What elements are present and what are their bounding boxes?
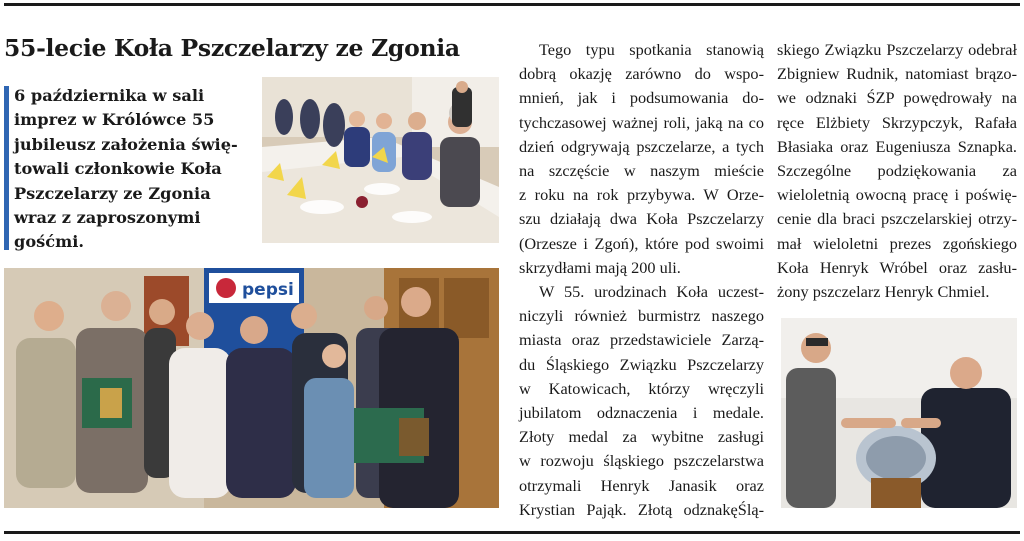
- text-line: W 55. urodzinach Koła uczest-: [539, 282, 764, 302]
- text-line: w rozwoju śląskiego pszczelarstwa: [519, 451, 764, 471]
- lead-line: 6 października w sali: [14, 86, 205, 105]
- lead-line: imprez w Królówce 55: [14, 110, 215, 130]
- text-line: we odznaki ŚZP powędrowały na: [777, 88, 1017, 108]
- text-line: Złoty medal za wybitne zasługi: [519, 427, 764, 447]
- text-line: miasta oraz przedstawiciele Zarzą-: [519, 330, 764, 350]
- lead-line: gośćmi.: [14, 232, 84, 252]
- text-line: mał wieloletni prezes zgońskiego: [777, 233, 1017, 253]
- text-line: na szczęście w naszym mieście: [519, 161, 764, 181]
- text-line: Błasiaka oraz Eugeniusza Sznapka.: [777, 136, 1017, 156]
- text-line: du Śląskiego Związku Pszczelarzy: [519, 354, 764, 374]
- lead-accent-bar: [4, 86, 9, 250]
- bottom-rule: [4, 531, 1020, 534]
- photo-award-presentation: [781, 318, 1017, 508]
- lead-line: wraz z zaproszonymi: [14, 208, 201, 228]
- article-title: 55-lecie Koła Pszczelarzy ze Zgonia: [4, 34, 460, 62]
- text-line: Koła Henryk Wróbel oraz zasłu-: [777, 257, 1017, 277]
- photo-group-awards: [4, 268, 499, 508]
- text-line: otrzymali Henryk Janasik oraz: [519, 475, 764, 495]
- lead-line: jubileusz założenia świę-: [14, 134, 238, 154]
- text-line: z roku na rok przybywa. W Orze-: [519, 185, 764, 205]
- text-line: szu działają dwa Koła Pszczelarzy: [519, 209, 764, 229]
- text-line: Zbigniew Rudnik, natomiast brązo-: [777, 64, 1017, 84]
- text-line: Szczególne podziękowania za: [777, 161, 1017, 181]
- article-column-1: [519, 38, 764, 522]
- text-line: (Orzesze i Zgoń), które pod swoimi: [519, 233, 764, 253]
- text-line: ręce Elżbiety Skrzypczyk, Rafała: [777, 112, 1017, 132]
- text-line: cenie dla braci pszczelarskiej otrzy-: [777, 209, 1017, 229]
- photo-banquet-table: [262, 77, 499, 243]
- article-column-2: [777, 38, 1017, 304]
- text-line: niczyli również burmistrz naszego: [519, 306, 764, 326]
- text-line: żony pszczelarz Henryk Chmiel.: [777, 282, 990, 302]
- text-line: Krystian Pająk. Złotą odznakęŚlą-: [519, 499, 764, 519]
- text-line: tychczasowej ważnej roli, jaką na co: [519, 112, 764, 132]
- lead-line: Pszczelarzy ze Zgonia: [14, 183, 211, 203]
- pepsi-sign-text: pepsi: [242, 280, 294, 300]
- text-line: wieloletnią owocną pracę i poświę-: [777, 185, 1017, 205]
- text-line: jubilatom odznaczenia i medale.: [519, 403, 764, 423]
- article-lead: [14, 84, 254, 255]
- text-line: skiego Związku Pszczelarzy odebrał: [777, 40, 1017, 59]
- top-rule: [4, 3, 1020, 6]
- text-line: dzień odgrywają pszczelarze, a tych: [519, 136, 764, 156]
- text-line: w Katowicach, którzy wręczyli: [519, 378, 764, 398]
- text-line: dobrą okazję zarówno do wspo-: [519, 64, 764, 84]
- text-line: skrzydłami mają 200 uli.: [519, 257, 681, 277]
- lead-line: towali członkowie Koła: [14, 159, 222, 179]
- text-line: mnień, jak i podsumowania do-: [519, 88, 764, 108]
- text-line: Tego typu spotkania stanowią: [539, 40, 764, 59]
